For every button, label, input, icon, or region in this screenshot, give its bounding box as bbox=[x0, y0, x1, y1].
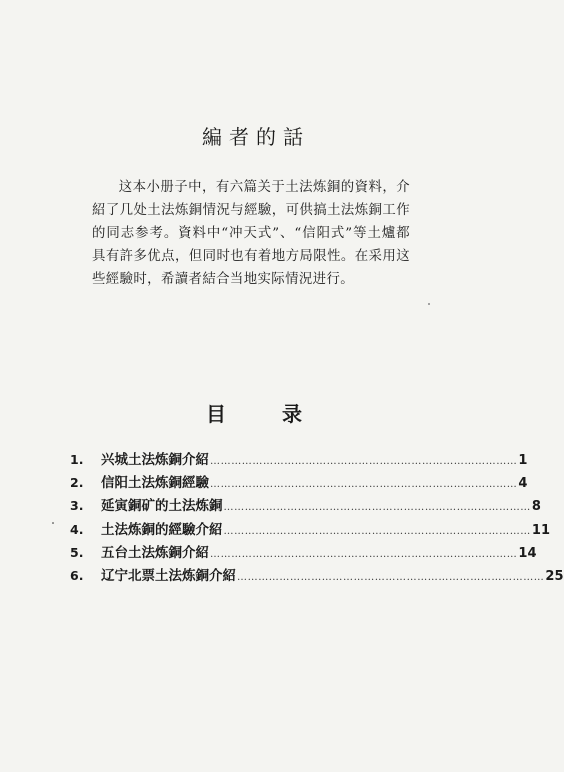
toc-entry-number: 1. bbox=[70, 452, 84, 467]
toc-entry[interactable] bbox=[70, 520, 550, 540]
toc-entry-title: 五台土法炼銅介紹 bbox=[101, 545, 209, 561]
toc-entry-title: 延寅銅矿的土法炼銅 bbox=[101, 498, 223, 514]
toc-entry[interactable] bbox=[70, 543, 537, 563]
paper-speck bbox=[52, 522, 54, 524]
toc-entry-number: 3. bbox=[70, 498, 84, 513]
toc-entry-page: 14 bbox=[518, 546, 537, 561]
toc-dot-leader: …………………………………………………………………………… bbox=[210, 479, 518, 490]
toc-entry[interactable] bbox=[70, 496, 541, 516]
toc-entry[interactable] bbox=[70, 566, 564, 586]
toc-entry-number: 2. bbox=[70, 475, 84, 490]
toc-entry-title: 土法炼銅的經驗介紹 bbox=[101, 522, 223, 538]
editor-note-paragraph: 这本小册子中，有六篇关于土法炼銅的資料，介紹了几处土法炼銅情況与經驗，可供搞土法炼銅工作的同志参考。資料中“冲天式”、“信阳式”等土爐都具有許多优点，但同时也有着地方局限性。在采用这些經驗时，希讀者結合当地实际情況进行。 bbox=[92, 180, 410, 287]
toc-entry-number: 6. bbox=[70, 568, 84, 583]
toc-dot-leader: …………………………………………………………………………… bbox=[223, 502, 531, 513]
toc-entry-title: 兴城土法炼銅介紹 bbox=[101, 452, 209, 468]
paper-speck bbox=[428, 303, 430, 305]
toc-entry-page: 4 bbox=[518, 476, 528, 491]
toc-entry-page: 1 bbox=[518, 453, 528, 468]
toc-dot-leader: …………………………………………………………………………… bbox=[210, 549, 518, 560]
toc-entry-page: 11 bbox=[531, 523, 550, 538]
toc-entry-page: 25 bbox=[545, 569, 564, 584]
toc-entry-number: 4. bbox=[70, 522, 84, 537]
toc-entry[interactable] bbox=[70, 473, 528, 493]
toc-dot-leader: …………………………………………………………………………… bbox=[237, 572, 545, 583]
toc-entry[interactable] bbox=[70, 450, 528, 470]
toc-entry-title: 信阳土法炼銅經驗 bbox=[101, 475, 209, 491]
toc-entry-title: 辽宁北票土法炼銅介紹 bbox=[101, 568, 236, 584]
toc-title-char-2: 录 bbox=[282, 402, 302, 426]
toc-dot-leader: …………………………………………………………………………… bbox=[223, 526, 531, 537]
toc-dot-leader: …………………………………………………………………………… bbox=[210, 456, 518, 467]
toc-title-char-1: 目 bbox=[206, 402, 226, 426]
editor-note-body bbox=[92, 176, 410, 291]
toc-entry-page: 8 bbox=[531, 499, 541, 514]
editor-note-title: 編者的話 bbox=[202, 125, 310, 149]
toc-entry-number: 5. bbox=[70, 545, 84, 560]
